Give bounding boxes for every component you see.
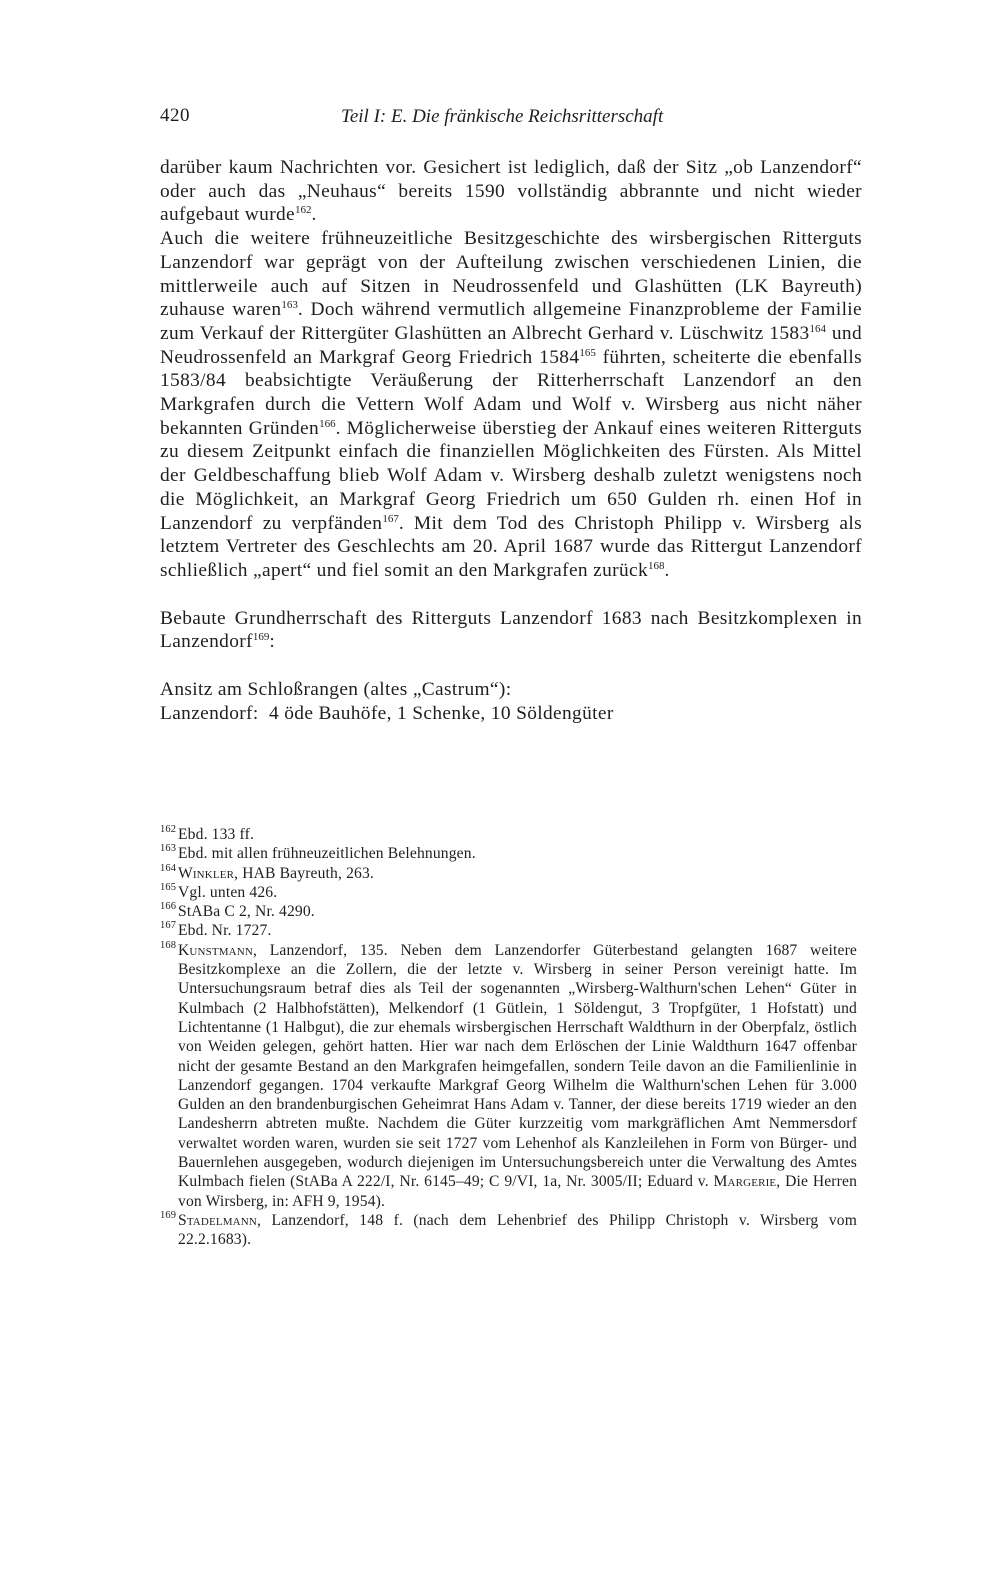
text-run: , Lanzendorf, 135. Neben dem Lanzendorfer Güterbestand gelangten 1687 weitere Besitzkomplexe an die Zollern, die der letzte v. Wirsberg in seiner Person vereinigt hatte. Im Untersuchungsraum betraf dies als Teil der sogenannten „Wirsberg-Walthurn'schen Lehen“ Güter in Kulmbach (2 Halbhofstätten), Melkendorf (1 Gütlein, 1 Söldengut, 3 Tropfgüter, 1 Hofstatt) und Lichtentanne (1 Halbgut), die zur ehemals wirsbergischen Herrschaft Waldthurn in der Oberpfalz, östlich von Weiden gelegen, gehört hatten. Hier war nach dem Erlöschen der Linie Waldthurn 1647 offenbar nicht der gesamte Bestand an den Markgrafen heimgefallen, sondern Teile davon an die Familienlinie in Lanzendorf gegangen. 1704 verkaufte Markgraf Georg Wilhelm die Walthurn'schen Lehen für 3.000 Gulden an den brandenburgischen Geheimrat Hans Adam v. Tanner, der diese bereits 1719 wieder an den Landesherrn abtreten mußte. Nachdem die Güter kurzzeitig vom markgräflichen Amt Nemmersdorf verwaltet worden waren, wurden sie seit 1727 vom Lehenhof als Kanzleilehen in Form von Bürger- und Bauernlehen ausgegeben, wodurch diejenigen im Untersuchungsbereich unter die Verwaltung des Amtes Kulmbach fielen (StABa A 222/I, Nr. 6145–49; C 9/VI, 1a, Nr. 3005/II; Eduard v. xyxy=(178,941,857,1191)
text-run: . xyxy=(311,204,317,226)
footnote-number: 163 xyxy=(160,843,177,855)
footnote-number: 164 xyxy=(160,862,177,874)
author-name: Kunstmann xyxy=(178,941,253,959)
text-run: . Doch während vermutlich allgemeine Finanzprobleme der Familie zum Verkauf der Rittergüter Glashütten an Albrecht Gerhard v. Lüschwitz 1583 xyxy=(160,299,862,344)
spacer xyxy=(160,654,862,678)
author-name: Stadelmann xyxy=(178,1211,257,1229)
main-text xyxy=(160,156,862,725)
text-run: , Die Herren von Wirsberg, in: AFH 9, 1954). xyxy=(178,1173,858,1210)
text-run: , Lanzendorf, 148 f. (nach dem Lehenbrief des Philipp Christoph v. Wirsberg vom 22.2.1683). xyxy=(178,1211,857,1249)
text-run: . Mit dem Tod des Christoph Philipp v. Wirsberg als letztem Vertreter des Geschlechts am 20. April 1687 wurde das Rittergut Lanzendorf schließlich „apert“ und fiel somit an den Markgrafen zurück xyxy=(160,512,863,581)
footnote-number: 162 xyxy=(160,824,177,835)
footnote-text: Ebd. mit allen frühneuzeitlichen Belehnungen. xyxy=(178,845,476,863)
footnote-number: 165 xyxy=(160,881,177,893)
footnote-ref: 166 xyxy=(319,417,336,430)
text-run: . xyxy=(664,559,670,581)
footnote-text: Vgl. unten 426. xyxy=(178,883,278,901)
footnote xyxy=(160,921,857,940)
footnote xyxy=(160,883,857,902)
author-name: Winkler xyxy=(178,864,235,882)
text-run: Auch die weitere frühneuzeitliche Besitzgeschichte des wirsbergischen Ritterguts Lanzendorf war geprägt von der Aufteilung zwischen verschiedenen Linien, die mittlerweile auch auf Sitzen in Neudrossenfeld und Glashütten (LK Bayreuth) zuhause waren xyxy=(160,228,862,321)
footnote-text: StABa C 2, Nr. 4290. xyxy=(178,903,315,921)
text-run: : xyxy=(269,631,276,653)
text-run: darüber kaum Nachrichten vor. Gesichert ist lediglich, daß der Sitz „ob Lanzendorf“ oder auch das „Neuhaus“ bereits 1590 vollständig abbrannte und nicht wieder aufgebaut wurde xyxy=(160,157,862,226)
footnote xyxy=(160,1211,857,1250)
text-run: Bebaute Grundherrschaft des Ritterguts Lanzendorf 1683 nach Besitzkomplexen in Lanzendorf xyxy=(160,607,862,653)
footnote-number: 169 xyxy=(160,1209,177,1221)
footnote-ref: 164 xyxy=(809,322,827,335)
footnote xyxy=(160,864,857,883)
footnote-text: Ebd. Nr. 1727. xyxy=(178,922,272,940)
footnote-number: 166 xyxy=(160,901,177,913)
footnote-number: 168 xyxy=(160,939,177,951)
text-run: führten, scheiterte die ebenfalls 1583/84 beabsichtigte Veräußerung der Ritterherrschaft Lanzendorf an den Markgrafen durch die Vettern Wolf Adam und Wolf v. Wirsberg aus nicht näher bekannten Gründen xyxy=(160,346,862,439)
footnote xyxy=(160,941,857,1211)
text-run: und Neudrossenfeld an Markgraf Georg Friedrich 1584 xyxy=(160,322,862,368)
footnote-ref: 165 xyxy=(579,346,596,359)
footnote-text: Ebd. 133 ff. xyxy=(178,826,255,843)
footnote-ref: 168 xyxy=(648,559,665,572)
footnote xyxy=(160,902,857,921)
footnote xyxy=(160,844,857,863)
paragraph-1 xyxy=(160,156,862,227)
footnote-text xyxy=(178,1211,857,1250)
paragraph-2 xyxy=(160,227,862,583)
text-run: , HAB Bayreuth, 263. xyxy=(234,864,374,882)
author-name: Margerie xyxy=(713,1173,777,1191)
text-run: . Möglicherweise überstieg der Ankauf eines weiteren Ritterguts zu diesem Zeitpunkt einfach die finanziellen Möglichkeiten des Fürsten. Als Mittel der Geldbeschaffung blieb Wolf Adam v. Wirsberg deshalb zuletzt wenigstens noch die Möglichkeit, an Markgraf Georg Friedrich um 650 Gulden rh. einen Hof in Lanzendorf zu verpfänden xyxy=(160,417,862,534)
footnote-text xyxy=(178,864,857,883)
footnote-ref: 169 xyxy=(252,631,270,644)
footnotes xyxy=(160,825,857,1250)
footnote-text xyxy=(178,941,857,1211)
spacer xyxy=(160,583,862,607)
footnote-ref: 163 xyxy=(281,299,298,312)
list-line: Lanzendorf: 4 öde Bauhöfe, 1 Schenke, 10 Söldengüter xyxy=(160,702,614,724)
running-title: Teil I: E. Die fränkische Reichsritterschaft xyxy=(341,106,664,127)
page-number: 420 xyxy=(160,105,190,126)
paragraph-3 xyxy=(160,607,862,654)
list-heading: Ansitz am Schloßrangen (altes „Castrum“): xyxy=(160,679,512,701)
footnote-ref: 167 xyxy=(382,512,399,525)
footnote-ref: 162 xyxy=(295,204,312,217)
footnote-number: 167 xyxy=(160,920,177,932)
footnote xyxy=(160,825,857,844)
